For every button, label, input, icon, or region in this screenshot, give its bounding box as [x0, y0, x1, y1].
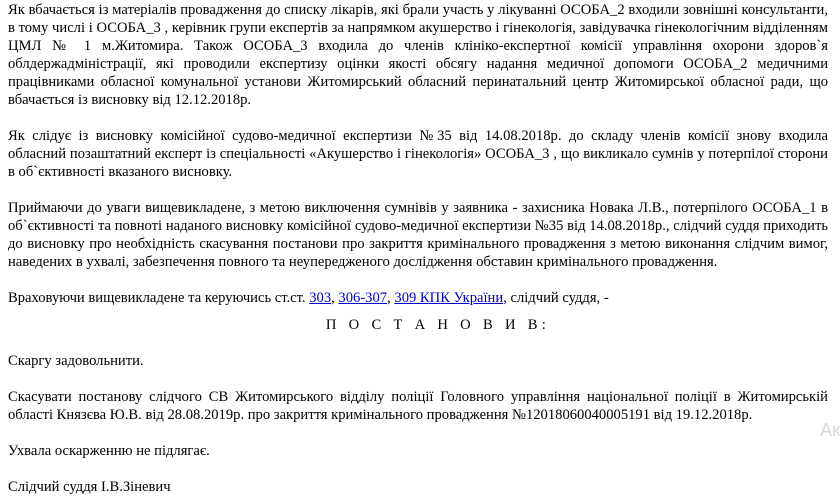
paragraph-expert-conclusion: Як слідує із висновку комісійної судово-медичної експертизи №35 від 14.08.2018р. до складу членів комісії знову входила обласний позаштатний експерт із спеціальності «Акушерство і гінекологія» ОСОБА_3 , що викликало сумнів у потерпілої сторони в об`єктивності вказаного висновку.: [8, 128, 828, 180]
legal-basis-suffix: , слідчий суддя, -: [503, 290, 609, 306]
legal-basis-prefix: Враховуючи вищевикладене та керуючись ст.ст.: [8, 290, 306, 306]
law-link-303[interactable]: 303: [309, 290, 332, 306]
legal-basis-separator: ,: [387, 290, 391, 306]
paragraph-cancel-resolution: Скасувати постанову слідчого СВ Житомирського відділу поліції Головного управління національної поліції в Житомирській області Князєва Ю.В. від 28.08.2019р. про закриття кримінального провадження №12018060040005191 від 19.12.2018р.: [8, 389, 828, 423]
paragraph-case-materials: Як вбачається із матеріалів провадження до списку лікарів, які брали участь у лікуванні ОСОБА_2 входили зовнішні консультанти, в тому числі і ОСОБА_3 , керівник групи експертів за напрямком акушерство і гінекологія, завідувачка гінекологічним відділенням ЦМЛ № 1 м.Житомира. Також ОСОБА_3 входила до членів клініко-експертної комісії управління охорони здоров`я облдержадміністрації, які проводили експертизу оцінки якості обсягу надання медичної допомоги ОСОБА_2 медичними працівниками обласної комунальної установи Житомирський обласний перинатальний центр Житомирської обласної ради, що вбачається із висновку від 12.12.2018р.: [8, 2, 828, 108]
paragraph-signature: Слідчий суддя І.В.Зіневич: [8, 479, 171, 495]
paragraph-satisfy-complaint: Скаргу задовольнити.: [8, 353, 144, 369]
paragraph-considering: Приймаючи до уваги вищевикладене, з метою виключення сумнівів у заявника - захисника Новака Л.В., потерпілого ОСОБА_1 в об`єктивності та повноті наданого висновку комісійної судово-медичної експертизи №35 від 14.08.2018р., слідчий суддя приходить до висновку про необхідність скасування постанови про закриття кримінального провадження з метою виконання слідчим вимог, наведених в ухвалі, забезпечення повного та неупередженого дослідження обставин кримінального провадження.: [8, 200, 828, 270]
law-link-306-307[interactable]: 306-307: [338, 290, 388, 306]
paragraph-legal-basis: [8, 289, 828, 307]
legal-basis-separator: ,: [331, 290, 335, 306]
law-link-309-kpk[interactable]: 309 КПК України: [394, 290, 504, 306]
activation-watermark: Ак: [820, 420, 840, 440]
paragraph-not-appealable: Ухвала оскарженню не підлягає.: [8, 443, 210, 459]
document-body: [8, 0, 828, 496]
resolution-heading: П О С Т А Н О В И В:: [325, 317, 551, 333]
